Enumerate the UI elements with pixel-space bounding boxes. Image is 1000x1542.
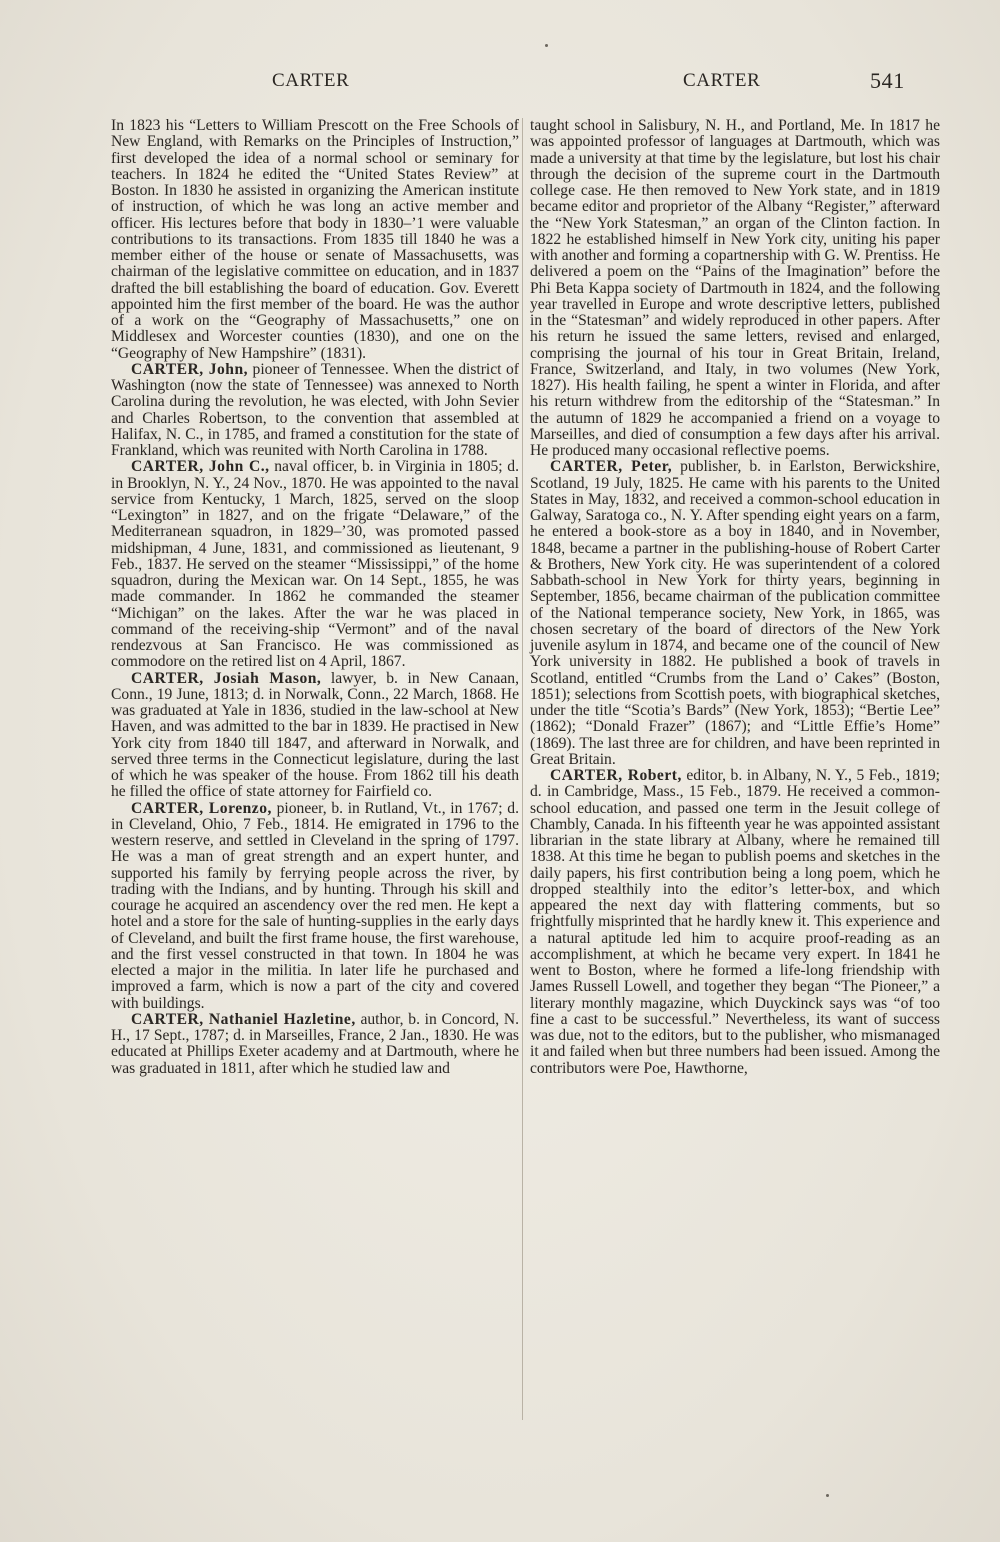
entry-heading: CARTER, Nathaniel Hazletine, [131,1010,356,1028]
entry-carter-peter [530,459,940,768]
running-head [0,70,1000,100]
entry-continuation [111,118,519,362]
entry-heading: CARTER, Josiah Mason, [131,669,322,687]
entry-text: naval officer, b. in Virginia in 1805; d. in Brooklyn, N. Y., 24 Nov., 1870. He was appointed to the naval service from Kentucky, 1 March, 1825, served on the sloop “Lexington” in 1827, and on the frigate “Delaware,” of the Mediterranean squadron, in 1829–’30, was promoted passed midshipman, 4 June, 1831, and commissioned as lieutenant, 9 Feb., 1837. He served on the steamer “Mississippi,” of the home squadron, during the Mexican war. On 14 Sept., 1855, he was made commander. In 1862 he commanded the steamer “Michigan” on the lakes. After the war he was placed in command of the receiving-ship “Vermont” and of the naval rendezvous at San Francisco. He was commissioned as commodore on the retired list on 4 April, 1867. [111,458,519,671]
column-divider [522,118,523,1420]
ink-speck [826,1494,829,1497]
entry-text: editor, b. in Albany, N. Y., 5 Feb., 1819; d. in Cambridge, Mass., 15 Feb., 1879. He received a common-school education, and passed one term in the Jesuit college of Chambly, Canada. In his fifteenth year he was appointed assistant librarian in the state library at Albany, where he remained till 1838. At this time he began to publish poems and sketches in the daily papers, his first contribution being a long poem, which he dropped stealthily into the editor’s letter-box, and which appeared the next day with flattering comments, but so frightfully misprinted that he hardly knew it. This experience and a natural aptitude led him to acquire proof-reading as an accomplishment, at which he became very expert. In 1841 he went to Boston, where he formed a life-long friendship with James Russell Lowell, and together they began “The Pioneer,” a literary monthly magazine, which Duyckinck says was “of too fine a cast to be successful.” Nevertheless, its want of success was due, not to the editors, but to the publisher, who mismanaged it and failed when but three numbers had been issued. Among the contributors were Poe, Hawthorne, [530,767,940,1077]
entry-text: pioneer of Tennessee. When the district of Washington (now the state of Tennessee) was annexed to North Carolina during the revolution, he was elected, with John Sevier and Charles Robertson, to the convention that assembled at Halifax, N. C., in 1785, and framed a constitution for the state of Frankland, which was reunited with North Carolina in 1788. [111,360,519,459]
entry-text: author, b. in Concord, N. H., 17 Sept., 1787; d. in Marseilles, France, 2 Jan., 1830. He was educated at Phillips Exeter academy and at Dartmouth, where he was graduated in 1811, after which he studied law and [111,1010,519,1077]
entry-carter-lorenzo [111,801,519,1012]
entry-carter-john-c [111,459,519,670]
entry-continuation [530,118,940,459]
page-number: 541 [870,68,905,93]
entry-text: lawyer, b. in New Canaan, Conn., 19 June, 1813; d. in Norwalk, Conn., 22 March, 1868. He was graduated at Yale in 1836, studied in the law-school at New Haven, and was admitted to the bar in 1839. He practised in New York city from 1840 till 1847, and afterward in Norwalk, and served three terms in the Connecticut legislature, during the last of which he was speaker of the house. From 1862 till his death he filled the office of state attorney for Fairfield co. [111,669,519,801]
entry-carter-john [111,362,519,460]
running-head-right: CARTER [683,70,761,91]
entry-carter-robert [530,768,940,1077]
entry-text: In 1823 his “Letters to William Prescott on the Free Schools of New England, with Remarks on the Principles of Instruction,” first developed the idea of a normal school or seminary for teachers. In 1824 he edited the “United States Review” at Boston. In 1830 he assisted in organizing the American institute of instruction, of which he was long an active member and officer. His lectures before that body in 1830–’1 were valuable contributions to its transactions. From 1835 till 1840 he was a member either of the house or senate of Massachusetts, was chairman of the legislative committee on education, and in 1837 drafted the bill establishing the board of education. Gov. Everett appointed him the first member of the board. He was the author of a work on the “Geography of Massachusetts,” one on Middlesex and Worcester counties (1830), and one on the “Geography of New Hampshire” (1831). [111,117,519,362]
entry-carter-nathaniel-hazletine [111,1012,519,1077]
entry-text: publisher, b. in Earlston, Berwickshire, Scotland, 19 July, 1825. He came with his parents to the United States in May, 1832, and received a common-school education in Galway, Saratoga co., N. Y. After spending eight years on a farm, he entered a book-store as a boy in 1840, and in November, 1848, became a partner in the publishing-house of Robert Carter & Brothers, New York city. He was superintendent of a colored Sabbath-school in New York for thirty years, beginning in September, 1856, became chairman of the publication committee of the National temperance society, New York, in 1865, was chosen secretary of the board of directors of the New York juvenile asylum in 1874, and became one of the council of New York university in 1882. He published a book of travels in Scotland, entitled “Crumbs from the Land o’ Cakes” (Boston, 1851); selections from Scottish poets, with biographical sketches, under the title “Scotia’s Bards” (New York, 1853); “Bertie Lee” (1862); “Donald Frazer” (1867); and “Little Effie’s Home” (1869). The last three are for children, and have been reprinted in Great Britain. [530,458,941,768]
entry-carter-josiah-mason [111,671,519,801]
right-column [530,118,940,1077]
left-column [111,118,519,1077]
running-head-left: CARTER [272,70,350,91]
entry-text: pioneer, b. in Rutland, Vt., in 1767; d. in Cleveland, Ohio, 7 Feb., 1814. He emigrated in 1796 to the western reserve, and settled in Cleveland in the spring of 1797. He was a man of great strength and an expert hunter, and supported his family by ferrying people across the river, by trading with the Indians, and by hunting. Through his skill and courage he acquired an ascendency over the red men. He kept a hotel and a store for the sale of hunting-supplies in the early days of Cleveland, and built the first frame house, the first warehouse, and the first vessel constructed in that town. In 1804 he was elected a major in the militia. In later life he purchased and improved a farm, which is now a part of the city and covered with buildings. [111,799,519,1012]
ink-speck [545,44,548,47]
entry-heading: CARTER, John C., [131,458,270,476]
entry-heading: CARTER, Robert, [550,767,682,784]
entry-heading: CARTER, John, [131,360,249,378]
entry-heading: CARTER, Peter, [550,458,673,476]
entry-text: taught school in Salisbury, N. H., and Portland, Me. In 1817 he was appointed professor of languages at Dartmouth, which was made a university at that time by the legislature, but lost his chair through the decision of the supreme court in the Dartmouth college case. He then removed to New York state, and in 1819 became editor and proprietor of the Albany “Register,” afterward the “New York Statesman,” an organ of the Clinton faction. In 1822 he established himself in New York city, uniting his paper with another and forming a copartnership with G. W. Prentiss. He delivered a poem on the “Pains of the Imagination” before the Phi Beta Kappa society of Dartmouth in 1824, and the following year travelled in Europe and wrote descriptive letters, published in the “Statesman” and widely reproduced in other papers. After his return he issued the same letters, revised and enlarged, comprising the journal of his tour in Great Britain, Ireland, France, Switzerland, and Italy, in two volumes (New York, 1827). His health failing, he spent a winter in Florida, and after his return withdrew from the editorship of the “Statesman.” In the autumn of 1829 he accompanied a friend on a voyage to Marseilles, and died of consumption a few days after his arrival. He produced many occasional reflective poems. [530,117,940,459]
entry-heading: CARTER, Lorenzo, [131,799,272,817]
